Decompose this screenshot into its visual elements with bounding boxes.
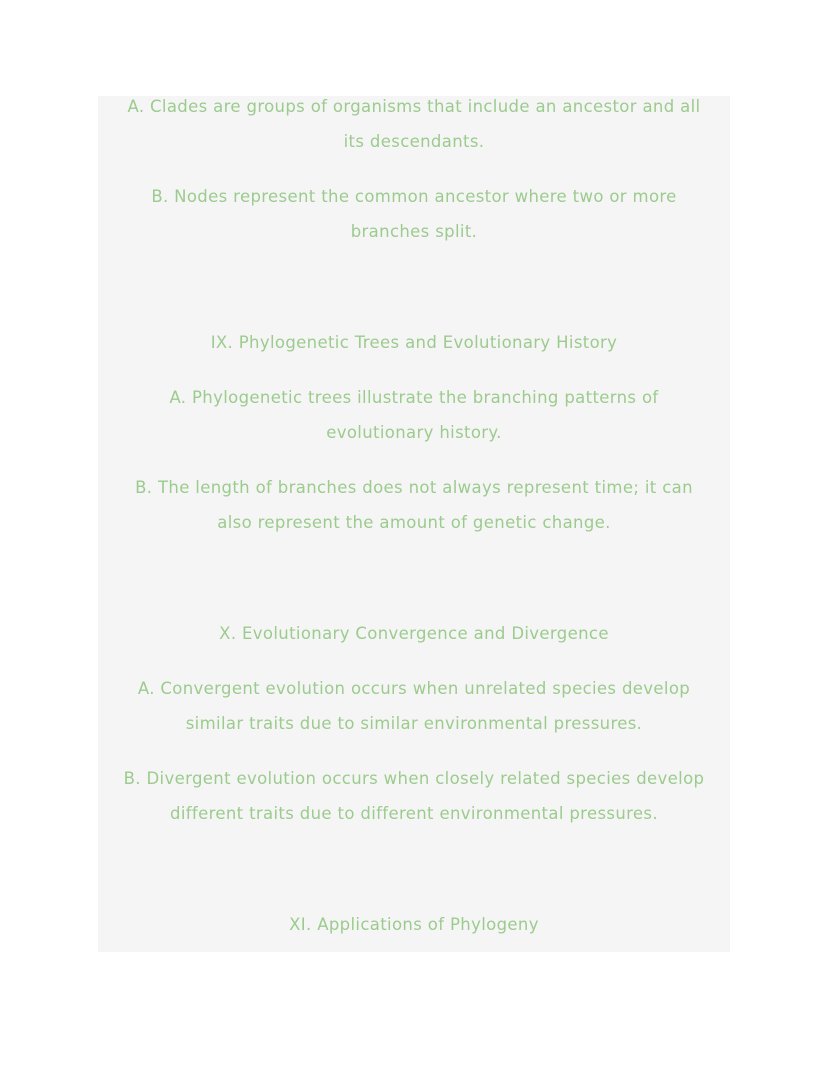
list-item-text: evolutionary history. bbox=[326, 423, 502, 442]
list-item-text: A. Clades are groups of organisms that include an ancestor and all bbox=[127, 97, 701, 116]
list-item-text: also represent the amount of genetic change. bbox=[217, 513, 611, 532]
list-item-text: A. Convergent evolution occurs when unrelated species develop bbox=[137, 679, 691, 698]
section-heading: IX. Phylogenetic Trees and Evolutionary History bbox=[210, 333, 618, 352]
list-item-text: similar traits due to similar environmental pressures. bbox=[185, 714, 643, 733]
document-content bbox=[98, 96, 730, 952]
list-item-text: its descendants. bbox=[343, 132, 485, 151]
section-heading: X. Evolutionary Convergence and Divergence bbox=[219, 624, 609, 643]
list-item-text: B. Nodes represent the common ancestor where two or more bbox=[151, 187, 677, 206]
list-item-text: different traits due to different environmental pressures. bbox=[170, 804, 658, 823]
section-heading: XI. Applications of Phylogeny bbox=[289, 915, 539, 934]
list-item-text: B. Divergent evolution occurs when closely related species develop bbox=[123, 769, 705, 788]
list-item-text: A. Phylogenetic trees illustrate the branching patterns of bbox=[169, 388, 659, 407]
list-item-text: B. The length of branches does not always represent time; it can bbox=[135, 478, 693, 497]
list-item-text: branches split. bbox=[350, 222, 478, 241]
